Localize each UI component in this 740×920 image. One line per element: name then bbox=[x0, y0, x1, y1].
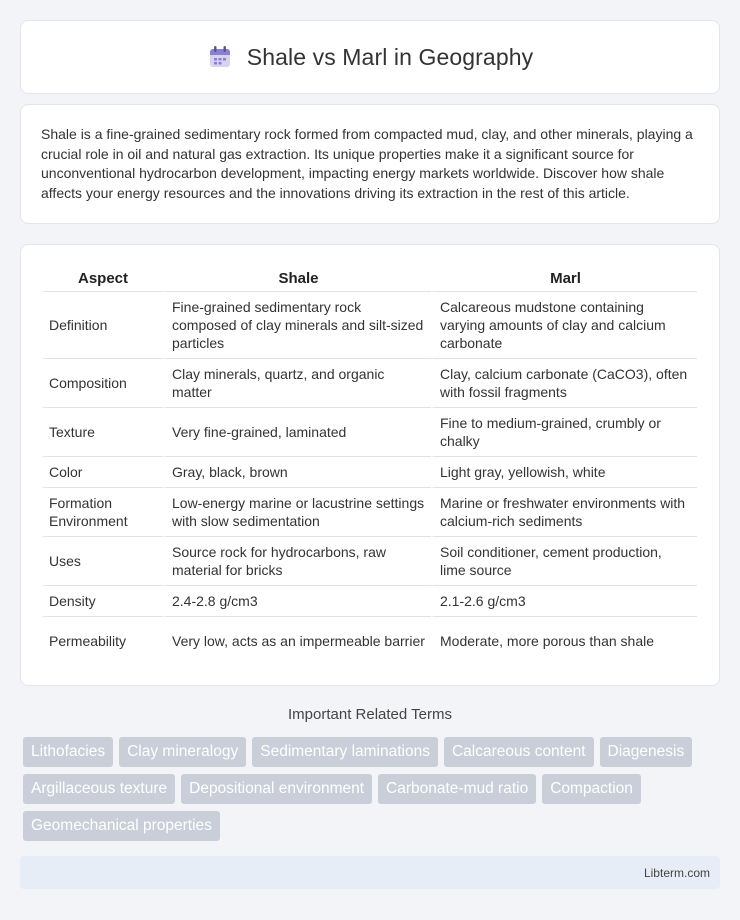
table-header-row bbox=[43, 267, 697, 291]
related-tag[interactable]: Depositional environment bbox=[181, 774, 372, 804]
intro-card bbox=[20, 104, 720, 224]
related-tag[interactable]: Argillaceous texture bbox=[23, 774, 175, 804]
table-row bbox=[43, 407, 697, 456]
shale-cell: Clay minerals, quartz, and organic matter bbox=[163, 358, 431, 407]
header-marl: Marl bbox=[431, 267, 697, 291]
shale-cell: Low-energy marine or lacustrine settings with slow sedimentation bbox=[163, 487, 431, 536]
aspect-cell: Color bbox=[43, 456, 163, 487]
intro-text: Shale is a fine-grained sedimentary rock formed from compacted mud, clay, and other minerals, playing a crucial role in oil and natural gas extraction. Its unique properties make it a significant source for unconventional hydrocarbon development, impacting energy markets worldwide. Discover how shale affects your energy resources and the innovations driving its extraction in the rest of this article. bbox=[41, 126, 693, 201]
aspect-cell: Definition bbox=[43, 291, 163, 358]
shale-cell: Fine-grained sedimentary rock composed of clay minerals and silt-sized particles bbox=[163, 291, 431, 358]
aspect-cell: Uses bbox=[43, 536, 163, 585]
aspect-cell: Permeability bbox=[43, 616, 163, 665]
related-terms-section bbox=[20, 706, 720, 841]
marl-cell: Fine to medium-grained, crumbly or chalky bbox=[431, 407, 697, 456]
related-tag[interactable]: Carbonate-mud ratio bbox=[378, 774, 536, 804]
related-tag[interactable]: Diagenesis bbox=[600, 737, 693, 767]
table-row bbox=[43, 487, 697, 536]
related-tag[interactable]: Lithofacies bbox=[23, 737, 113, 767]
aspect-cell: Density bbox=[43, 585, 163, 616]
shale-cell: Very low, acts as an impermeable barrier bbox=[163, 616, 431, 665]
shale-cell: Very fine-grained, laminated bbox=[163, 407, 431, 456]
related-tag[interactable]: Clay mineralogy bbox=[119, 737, 246, 767]
table-row bbox=[43, 358, 697, 407]
header-shale: Shale bbox=[163, 267, 431, 291]
comparison-card bbox=[20, 244, 720, 686]
marl-cell: 2.1-2.6 g/cm3 bbox=[431, 585, 697, 616]
marl-cell: Marine or freshwater environments with calcium-rich sediments bbox=[431, 487, 697, 536]
related-tag[interactable]: Sedimentary laminations bbox=[252, 737, 438, 767]
related-tags bbox=[20, 737, 720, 841]
header-card bbox=[20, 20, 720, 94]
footer-site-link[interactable]: Libterm.com bbox=[643, 865, 710, 880]
header-aspect: Aspect bbox=[77, 269, 129, 287]
calendar-icon bbox=[207, 44, 233, 70]
marl-cell: Moderate, more porous than shale bbox=[431, 616, 697, 665]
comparison-table bbox=[43, 267, 697, 665]
marl-cell: Soil conditioner, cement production, lime source bbox=[431, 536, 697, 585]
related-terms-title: Important Related Terms bbox=[288, 706, 452, 723]
shale-cell: Source rock for hydrocarbons, raw material for bricks bbox=[163, 536, 431, 585]
related-tag[interactable]: Compaction bbox=[542, 774, 641, 804]
aspect-cell: Texture bbox=[43, 407, 163, 456]
page-title: Shale vs Marl in Geography bbox=[246, 43, 534, 70]
marl-cell: Clay, calcium carbonate (CaCO3), often with fossil fragments bbox=[431, 358, 697, 407]
related-tag[interactable]: Geomechanical properties bbox=[23, 811, 220, 841]
table-row bbox=[43, 456, 697, 487]
marl-cell: Calcareous mudstone containing varying amounts of clay and calcium carbonate bbox=[431, 291, 697, 358]
footer bbox=[20, 856, 720, 889]
table-row bbox=[43, 536, 697, 585]
title-wrap bbox=[207, 44, 533, 71]
aspect-cell: Formation Environment bbox=[43, 487, 163, 536]
aspect-cell: Composition bbox=[43, 358, 163, 407]
related-tag[interactable]: Calcareous content bbox=[444, 737, 594, 767]
marl-cell: Light gray, yellowish, white bbox=[431, 456, 697, 487]
table-row bbox=[43, 291, 697, 358]
shale-cell: Gray, black, brown bbox=[163, 456, 431, 487]
table-row bbox=[43, 616, 697, 665]
table-row bbox=[43, 585, 697, 616]
shale-cell: 2.4-2.8 g/cm3 bbox=[163, 585, 431, 616]
